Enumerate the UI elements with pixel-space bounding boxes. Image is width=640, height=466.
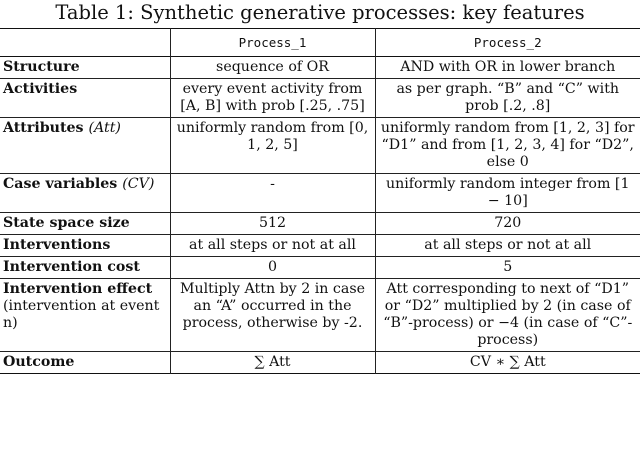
cell-p2-intervention-cost: 5: [375, 257, 640, 279]
row-label-activities: Activities: [3, 81, 78, 97]
table-row: [0, 213, 640, 235]
table-row: [0, 57, 640, 79]
features-table: [0, 28, 640, 374]
cell-p2-structure: AND with OR in lower branch: [375, 57, 640, 79]
cell-p2-interventions: at all steps or not at all: [375, 235, 640, 257]
cell-p1-outcome: ∑ Att: [170, 352, 375, 374]
table-row: [0, 279, 640, 352]
row-label-intervention-effect: Intervention effect (intervention at event n): [3, 281, 160, 331]
cell-p2-outcome: CV ∗ ∑ Att: [375, 352, 640, 374]
table-row: [0, 79, 640, 118]
cell-p2-intervention-effect: Att corresponding to next of “D1” or “D2” multiplied by 2 (in case of “B”-process) or −4 (in case of “C”-process): [375, 279, 640, 352]
cell-p1-interventions: at all steps or not at all: [170, 235, 375, 257]
header-empty: [0, 29, 170, 57]
cell-p2-activities: as per graph. “B” and “C” with prob [.2, .8]: [375, 79, 640, 118]
row-label-interventions: Interventions: [3, 237, 111, 253]
table-header-row: [0, 29, 640, 57]
cell-p1-case-variables: -: [170, 174, 375, 213]
cell-p1-intervention-effect: Multiply Attn by 2 in case an “A” occurred in the process, otherwise by -2.: [170, 279, 375, 352]
table-row: [0, 257, 640, 279]
cell-p1-activities: every event activity from [A, B] with prob [.25, .75]: [170, 79, 375, 118]
header-process-2: Process_2: [375, 29, 640, 57]
table-row: [0, 174, 640, 213]
cell-p1-attributes: uniformly random from [0, 1, 2, 5]: [170, 118, 375, 174]
cell-p2-case-variables: uniformly random integer from [1 − 10]: [375, 174, 640, 213]
table-row: [0, 352, 640, 374]
table-row: [0, 235, 640, 257]
table-row: [0, 118, 640, 174]
table-caption: Table 1: Synthetic generative processes: key features: [55, 1, 585, 24]
row-label-case-variables: Case variables (CV): [3, 176, 155, 192]
cell-p1-state-space: 512: [170, 213, 375, 235]
cell-p1-intervention-cost: 0: [170, 257, 375, 279]
row-label-intervention-cost: Intervention cost: [3, 259, 140, 275]
row-label-state-space: State space size: [3, 215, 130, 231]
cell-p2-state-space: 720: [375, 213, 640, 235]
row-label-structure: Structure: [3, 59, 80, 75]
row-label-attributes: Attributes (Att): [3, 120, 121, 136]
header-process-1: Process_1: [170, 29, 375, 57]
cell-p1-structure: sequence of OR: [170, 57, 375, 79]
row-label-outcome: Outcome: [3, 354, 75, 370]
cell-p2-attributes: uniformly random from [1, 2, 3] for “D1” and from [1, 2, 3, 4] for “D2”, else 0: [375, 118, 640, 174]
